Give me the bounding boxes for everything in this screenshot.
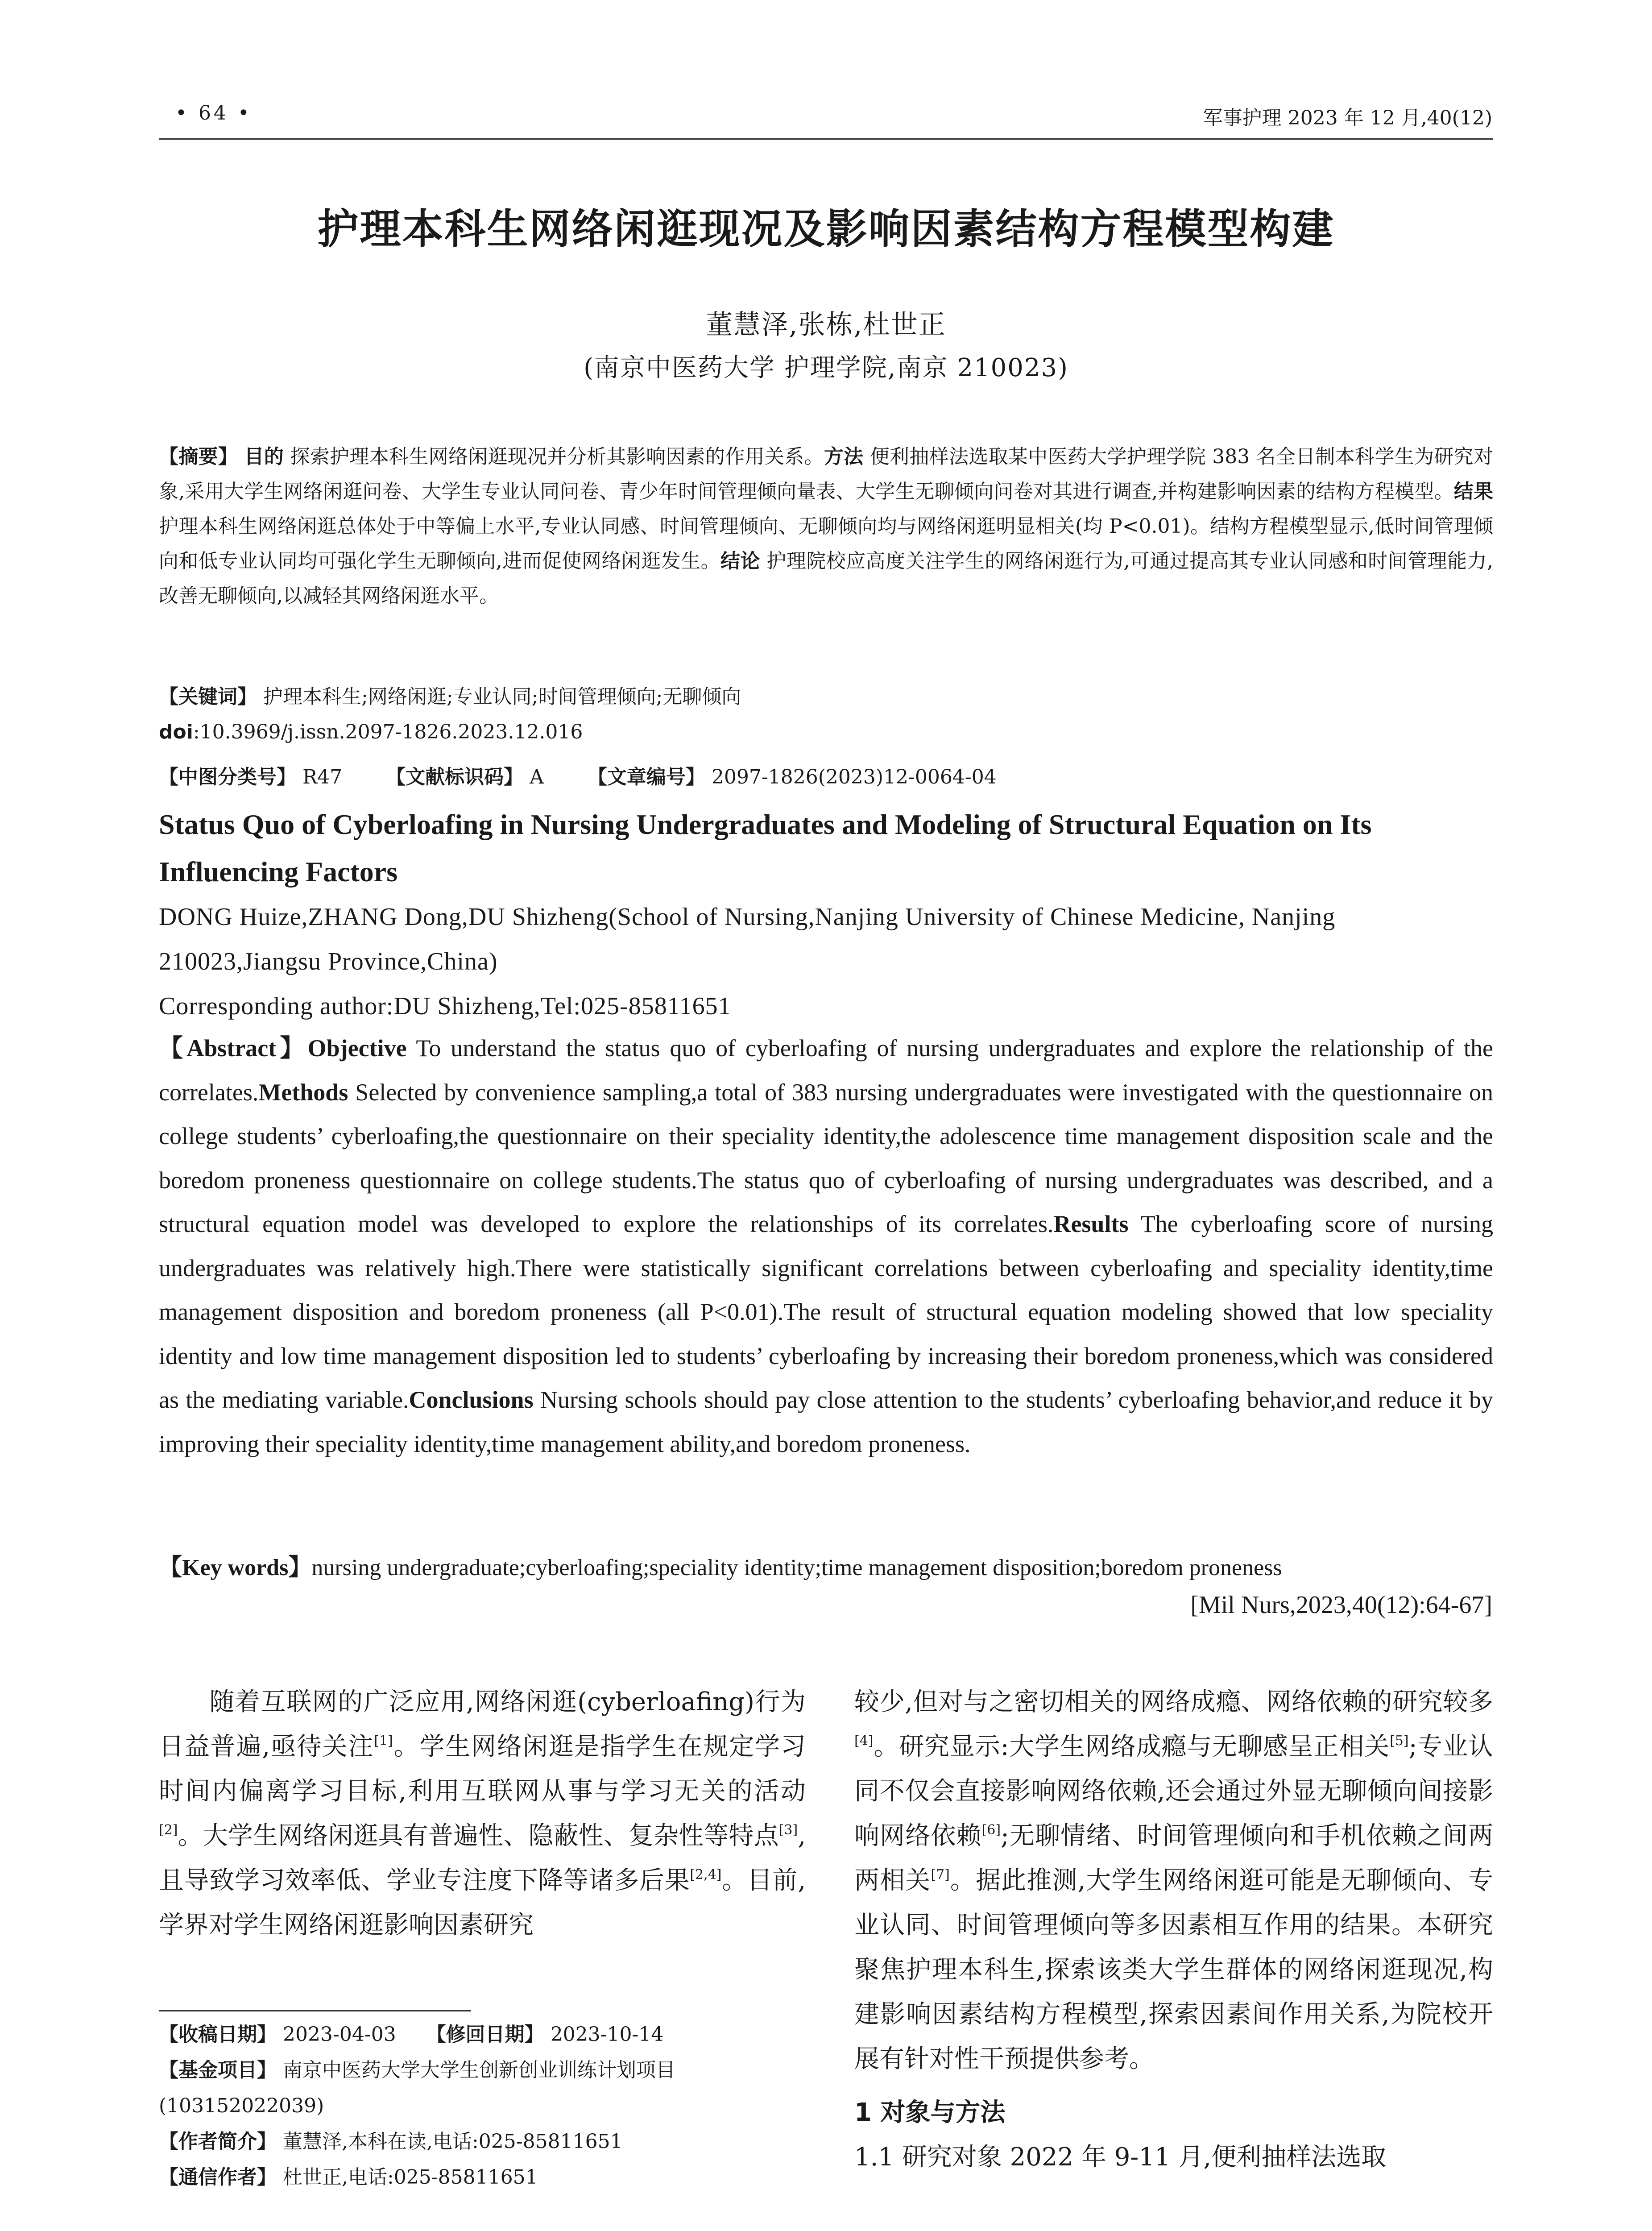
article-number-value: 2097-1826(2023)12-0064-04 [711,766,997,788]
corresponding-line [159,2160,806,2195]
clc-value: R47 [302,766,343,788]
received-label: 【收稿日期】 [159,2023,277,2046]
reference-mark[interactable]: [1] [374,1733,393,1749]
doi-label: doi [159,721,193,743]
reference-mark[interactable]: [6] [981,1822,1001,1838]
footnotes [159,2017,806,2195]
header-rule [159,138,1493,140]
body-right-column [854,1680,1493,2180]
revised-date: 2023-10-14 [550,2023,664,2046]
body-text: 。研究显示:大学生网络成瘾与无聊感呈正相关 [873,1732,1390,1761]
fund-label: 【基金项目】 [159,2059,277,2082]
author-text: 董慧泽,本科在读,电话:025-85811651 [283,2130,623,2153]
subsection-line [854,2135,1493,2180]
authors: 董慧泽,张栋,杜世正 [706,309,946,340]
author-label: 【作者简介】 [159,2130,277,2153]
classification-line [159,761,997,789]
methods-text: 便利抽样法选取某中医药大学护理学院 383 名全日制本科学生为研究对象,采用大学生网络闲逛问卷、大学生专业认同问卷、青少年时间管理倾向量表、大学生无聊倾向问卷对其进行调查,并构建影响因素的结构方程模型。 [159,445,1493,503]
keywords-text: 护理本科生;网络闲逛;专业认同;时间管理倾向;无聊倾向 [263,685,741,708]
body-text: ;专业认同不仅会直接影响网络依赖,还会通过外显无聊倾向间接影响网络依赖 [854,1732,1493,1850]
methods-text-en: Selected by convenience sampling,a total of 383 nursing undergraduates were investigated with the questionnaire on college students’ cyberloafing,the questionnaire on their speciality identity,the adolescence time management disposition scale and the boredom proneness questionnaire on college students.The status quo of cyberloafing of nursing undergraduates was described, and a structural equation model was developed to explore the relationships of its correlates. [159,1078,1494,1237]
reference-mark[interactable]: [4] [854,1733,874,1749]
abstract-label: 【摘要】 [159,445,238,468]
subsection-heading: 1.1 研究对象 [854,2143,1002,2172]
results-label-en: Results [1053,1211,1129,1237]
reference-mark[interactable]: [2] [159,1822,178,1838]
body-text: 。学生网络闲逛是指学生在规定学习时间内偏离学习目标,利用互联网从事与学习无关的活动 [159,1732,806,1806]
reference-mark[interactable]: [3] [778,1822,798,1838]
keywords-line [159,680,741,709]
english-keywords [159,1548,1493,1582]
conclusions-text: 护理院校应高度关注学生的网络闲逛行为,可通过提高其专业认同感和时间管理能力,改善无聊倾向,以减轻其网络闲逛水平。 [159,550,1493,607]
corresponding-label: 【通信作者】 [159,2166,277,2189]
body-text: 。目前,学界对学生网络闲逛影响因素研究 [159,1866,806,1940]
article-number-label: 【文章编号】 [587,766,705,788]
dates-line [159,2017,806,2053]
revised-label: 【修回日期】 [426,2023,544,2046]
results-text-en: The cyberloafing score of nursing undergraduates was relatively high.There were statistically significant correlations between cyberloafing and speciality identity,time management disposition and boredom proneness (all P<0.01).The result of structural equation modeling showed that low speciality identity and low time management disposition led to students’ cyberloafing by increasing their boredom proneness,which was considered as the mediating variable. [159,1211,1493,1413]
author-line [159,2124,806,2160]
fund-text: 南京中医药大学大学生创新创业训练计划项目(103152022039) [159,2059,675,2117]
keywords-label: 【关键词】 [159,685,257,708]
body-text: 。据此推测,大学生网络闲逛可能是无聊倾向、专业认同、时间管理倾向等多因素相互作用的结果。本研究聚焦护理本科生,探索该类大学生群体的网络闲逛现况,构建影响因素结构方程模型,探索因素间作用关系,为院校开展有针对性干预提供参考。 [854,1866,1493,2073]
objective-text: 探索护理本科生网络闲逛现况并分析其影响因素的作用关系。 [290,445,824,468]
keywords-label-en: 【Key words】 [159,1555,312,1580]
conclusions-label: 结论 [720,550,760,572]
clc-label: 【中图分类号】 [159,766,296,788]
results-label: 结果 [1453,480,1494,503]
body-text: ;无聊情绪、时间管理倾向和手机依赖之间两两相关 [854,1821,1493,1895]
reference-mark[interactable]: [5] [1390,1733,1409,1749]
section-heading: 1 对象与方法 [854,2098,1006,2127]
objective-text-en: To understand the status quo of cyberloafing of nursing undergraduates and explore the relationship of the correlates. [159,1035,1493,1106]
received-date: 2023-04-03 [283,2023,396,2046]
footnote-rule [159,2010,471,2011]
reference-mark[interactable]: [7] [931,1867,950,1883]
journal-header: 军事护理 2023 年 12 月,40(12) [1203,107,1492,129]
conclusions-label-en: Conclusions [409,1386,534,1413]
affiliation: (南京中医药大学 护理学院,南京 210023) [584,353,1068,382]
doc-code-label: 【文献标识码】 [386,766,524,788]
methods-label-en: Methods [258,1078,348,1106]
body-text: 随着互联网的广泛应用,网络闲逛(cyberloafing)行为日益普遍,亟待关注 [159,1688,806,1761]
abstract-label-en: 【Abstract】 [159,1035,308,1062]
fund-line [159,2053,806,2124]
objective-label-en: Objective [307,1035,407,1062]
objective-label: 目的 [244,445,284,468]
body-text: ,且导致学习效率低、学业专注度下降等诸多后果 [159,1821,806,1895]
citation: [Mil Nurs,2023,40(12):64-67] [1190,1591,1492,1619]
results-text: 护理本科生网络闲逛总体处于中等偏上水平,专业认同感、时间管理倾向、无聊倾向均与网络闲逛明显相关(均 P<0.01)。结构方程模型显示,低时间管理倾向和低专业认同均可强化学生无聊倾向,进而促使网络闲逛发生。 [159,515,1493,572]
corresponding-text: 杜世正,电话:025-85811651 [283,2166,538,2189]
body-text: 较少,但对与之密切相关的网络成瘾、网络依赖的研究较多 [854,1688,1493,1717]
conclusions-text-en: Nursing schools should pay close attention to the students’ cyberloafing behavior,and reduce it by improving their speciality identity,time management ability,and boredom proneness. [159,1386,1494,1457]
corresponding-author: Corresponding author:DU Shizheng,Tel:025-85811651 [159,992,731,1020]
keywords-text-en: nursing undergraduate;cyberloafing;speciality identity;time management disposition;boredom proneness [311,1555,1282,1580]
chinese-abstract [159,440,1493,614]
reference-mark[interactable]: [2,4] [690,1867,722,1883]
doi-line [159,721,583,743]
english-authors-block [159,895,1493,1028]
page-number: • 64 • [175,102,252,124]
doc-code-value: A [530,766,544,788]
subsection-text: 2022 年 9-11 月,便利抽样法选取 [1010,2143,1387,2172]
doi-text: :10.3969/j.issn.2097-1826.2023.12.016 [193,721,583,743]
methods-label: 方法 [824,445,864,468]
article-title: 护理本科生网络闲逛现况及影响因素结构方程模型构建 [317,205,1335,253]
body-text: 。大学生网络闲逛具有普遍性、隐蔽性、复杂性等特点 [178,1821,779,1850]
english-abstract [159,1026,1493,1466]
english-title: Status Quo of Cyberloafing in Nursing Undergraduates and Modeling of Structural Equation on Its Influencing Factors [159,809,1372,887]
body-left-column [159,1680,806,1948]
english-authors: DONG Huize,ZHANG Dong,DU Shizheng(School of Nursing,Nanjing University of Chinese Medicine, Nanjing 210023,Jiangsu Province,China) [159,903,1336,975]
